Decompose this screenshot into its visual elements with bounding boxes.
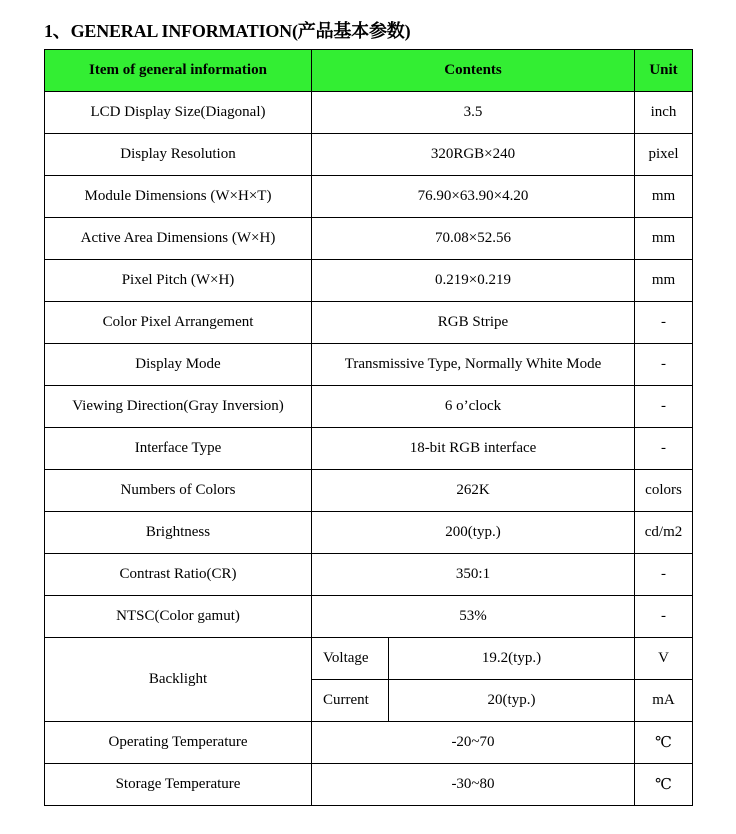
backlight-current-value: 20(typ.) xyxy=(389,680,635,722)
row-item: Display Mode xyxy=(45,344,312,386)
row-item: Viewing Direction(Gray Inversion) xyxy=(45,386,312,428)
table-row xyxy=(45,722,693,764)
row-item: Pixel Pitch (W×H) xyxy=(45,260,312,302)
row-contents: -20~70 xyxy=(312,722,635,764)
row-unit: mm xyxy=(635,218,693,260)
backlight-voltage-row xyxy=(45,638,693,680)
row-item: NTSC(Color gamut) xyxy=(45,596,312,638)
row-contents: 70.08×52.56 xyxy=(312,218,635,260)
row-contents: 0.219×0.219 xyxy=(312,260,635,302)
row-unit: ℃ xyxy=(635,764,693,806)
section-title: 1、GENERAL INFORMATION(产品基本参数) xyxy=(44,21,411,41)
row-unit: ℃ xyxy=(635,722,693,764)
row-unit: mm xyxy=(635,260,693,302)
table-row xyxy=(45,92,693,134)
row-contents: 76.90×63.90×4.20 xyxy=(312,176,635,218)
row-contents: 53% xyxy=(312,596,635,638)
row-contents: 350:1 xyxy=(312,554,635,596)
row-unit: inch xyxy=(635,92,693,134)
table-row xyxy=(45,302,693,344)
row-unit: colors xyxy=(635,470,693,512)
row-unit: - xyxy=(635,344,693,386)
header-unit: Unit xyxy=(635,50,693,92)
row-contents: 200(typ.) xyxy=(312,512,635,554)
row-unit: mm xyxy=(635,176,693,218)
row-item: Color Pixel Arrangement xyxy=(45,302,312,344)
table-row xyxy=(45,344,693,386)
row-item: Numbers of Colors xyxy=(45,470,312,512)
row-item: Storage Temperature xyxy=(45,764,312,806)
header-contents: Contents xyxy=(312,50,635,92)
row-unit: - xyxy=(635,428,693,470)
row-item: Interface Type xyxy=(45,428,312,470)
table-header-row xyxy=(45,50,693,92)
backlight-voltage-unit: V xyxy=(635,638,693,680)
row-contents: 6 o’clock xyxy=(312,386,635,428)
table-row xyxy=(45,176,693,218)
backlight-current-unit: mA xyxy=(635,680,693,722)
row-contents: 3.5 xyxy=(312,92,635,134)
table-row xyxy=(45,512,693,554)
row-item: Display Resolution xyxy=(45,134,312,176)
table-row xyxy=(45,764,693,806)
row-unit: - xyxy=(635,596,693,638)
row-unit: - xyxy=(635,554,693,596)
table-row xyxy=(45,428,693,470)
row-unit: cd/m2 xyxy=(635,512,693,554)
table-row xyxy=(45,386,693,428)
row-contents: Transmissive Type, Normally White Mode xyxy=(312,344,635,386)
row-unit: pixel xyxy=(635,134,693,176)
row-item: Brightness xyxy=(45,512,312,554)
row-item: LCD Display Size(Diagonal) xyxy=(45,92,312,134)
table-row xyxy=(45,596,693,638)
row-item: Active Area Dimensions (W×H) xyxy=(45,218,312,260)
backlight-voltage-label: Voltage xyxy=(312,638,389,680)
row-contents: 320RGB×240 xyxy=(312,134,635,176)
header-item: Item of general information xyxy=(45,50,312,92)
row-item: Operating Temperature xyxy=(45,722,312,764)
table-row xyxy=(45,218,693,260)
table-row xyxy=(45,470,693,512)
table-row xyxy=(45,554,693,596)
backlight-current-label: Current xyxy=(312,680,389,722)
row-item: Contrast Ratio(CR) xyxy=(45,554,312,596)
row-item: Module Dimensions (W×H×T) xyxy=(45,176,312,218)
row-contents: -30~80 xyxy=(312,764,635,806)
general-information-table xyxy=(44,49,693,806)
row-unit: - xyxy=(635,302,693,344)
row-unit: - xyxy=(635,386,693,428)
table-row xyxy=(45,134,693,176)
row-contents: 18-bit RGB interface xyxy=(312,428,635,470)
backlight-voltage-value: 19.2(typ.) xyxy=(389,638,635,680)
backlight-item: Backlight xyxy=(45,638,312,722)
row-contents: RGB Stripe xyxy=(312,302,635,344)
row-contents: 262K xyxy=(312,470,635,512)
table-row xyxy=(45,260,693,302)
